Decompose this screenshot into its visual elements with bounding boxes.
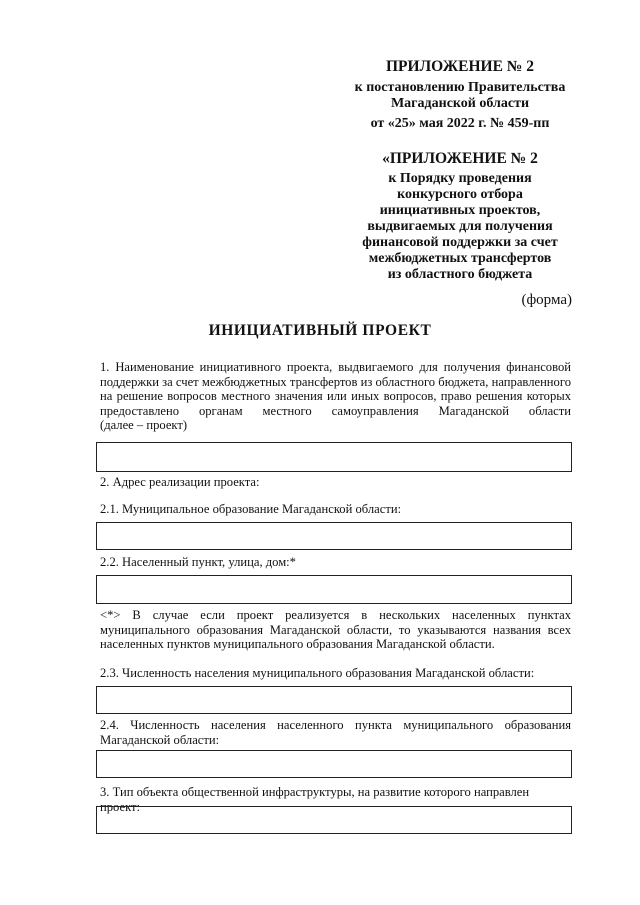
appendix-header xyxy=(330,58,590,132)
form-label: (форма) xyxy=(521,292,572,308)
section-1-text xyxy=(100,360,571,433)
footnote-text xyxy=(100,608,571,652)
order-appendix-line: из областного бюджета xyxy=(387,267,533,282)
section-1-line: предоставлено органам местного самоуправления Магаданской области xyxy=(100,403,571,418)
appendix-line: Магаданской области xyxy=(390,96,530,111)
section-1-line: 1. Наименование инициативного проекта, выдвигаемого для получения финансовой xyxy=(100,360,571,374)
project-name-field[interactable] xyxy=(96,442,572,472)
settlement-population-field[interactable] xyxy=(96,750,572,778)
order-appendix-line: выдвигаемых для получения xyxy=(367,219,553,234)
appendix-title: ПРИЛОЖЕНИЕ № 2 xyxy=(386,58,534,75)
footnote-line: муниципального образования Магаданской области, то указываются названия всех xyxy=(100,622,571,637)
order-appendix-line: конкурсного отбора xyxy=(397,187,523,202)
municipality-field[interactable] xyxy=(96,522,572,550)
document-title: ИНИЦИАТИВНЫЙ ПРОЕКТ xyxy=(208,322,432,339)
order-appendix-line: межбюджетных трансфертов xyxy=(368,251,552,266)
section-1-line: поддержки за счет межбюджетных трансфертов из областного бюджета, направленного xyxy=(100,374,571,389)
settlement-address-field[interactable] xyxy=(96,575,572,604)
section-2-4-line: Магаданской области: xyxy=(100,732,220,747)
section-2-heading: 2. Адрес реализации проекта: xyxy=(100,475,260,489)
infrastructure-type-field[interactable] xyxy=(96,806,572,834)
order-appendix-header xyxy=(330,150,590,283)
section-2-2-label: 2.2. Населенный пункт, улица, дом:* xyxy=(100,555,296,569)
section-3-label: 3. Тип объекта общественной инфраструктуры, на развитие которого направлен проект: xyxy=(100,785,530,814)
footnote-line: <*> В случае если проект реализуется в нескольких населенных пунктах xyxy=(100,608,571,622)
order-appendix-title: «ПРИЛОЖЕНИЕ № 2 xyxy=(382,150,538,167)
appendix-line: от «25» мая 2022 г. № 459-пп xyxy=(370,116,550,131)
section-1-line: на решение вопросов местного значения или иных вопросов, право решения которых xyxy=(100,389,571,404)
section-2-4-line: 2.4. Численность населения населенного пункта муниципального образования xyxy=(100,718,571,732)
section-2-3-label: 2.3. Численность населения муниципального образования Магаданской области: xyxy=(100,666,535,680)
footnote-line: населенных пунктов муниципального образования Магаданской области. xyxy=(100,637,495,652)
section-2-1-label: 2.1. Муниципальное образование Магаданской области: xyxy=(100,502,402,516)
municipality-population-field[interactable] xyxy=(96,686,572,714)
section-2-4-text xyxy=(100,718,571,747)
order-appendix-line: к Порядку проведения xyxy=(388,171,532,186)
order-appendix-line: инициативных проектов, xyxy=(379,203,541,218)
section-1-line: (далее – проект) xyxy=(100,418,188,433)
order-appendix-line: финансовой поддержки за счет xyxy=(362,235,558,250)
appendix-line: к постановлению Правительства xyxy=(354,80,566,95)
